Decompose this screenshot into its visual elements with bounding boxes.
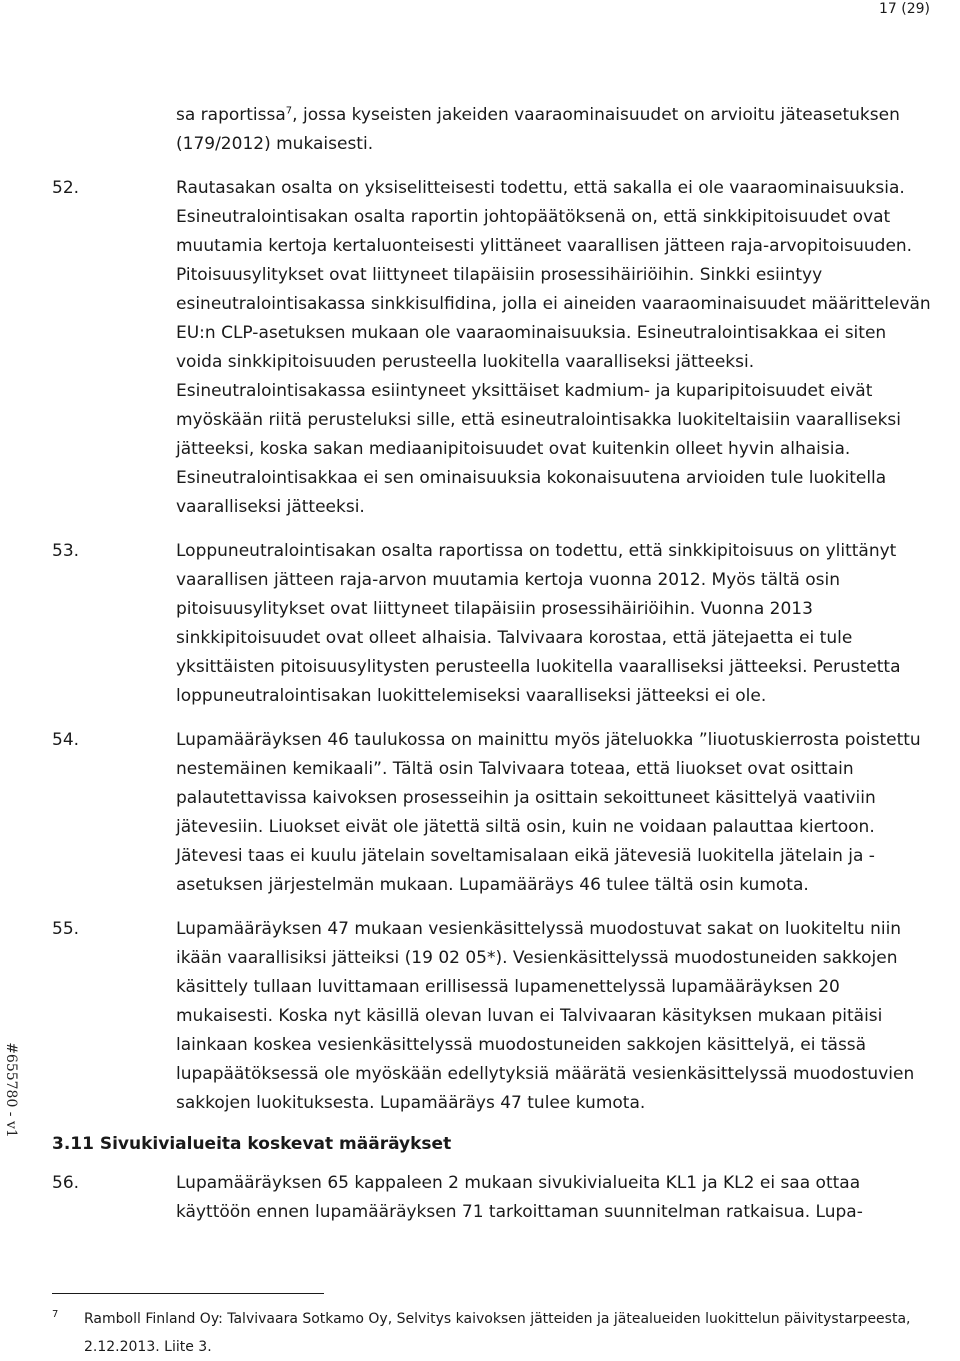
document-id-margin: [0, 1040, 22, 1140]
paragraph-number: 52.: [52, 178, 80, 198]
paragraph-54: [52, 726, 932, 900]
footnote-mark: 7: [52, 1309, 59, 1320]
paragraph-55: [52, 915, 932, 1118]
paragraph-53: [52, 537, 932, 711]
paragraph-text: Lupamääräyksen 46 taulukossa on mainittu myös jäteluokka ”liuotuskierrosta poistettu nestemäinen kemikaali”. Tältä osin Talvivaara toteaa, että liuokset ovat osittain palautettavissa kaivoksen prosesseihin ja osittain sekoittuneet käsittelyä vaativiin jätevesiin. Liuokset eivät ole jätettä siltä osin, kuin ne voidaan palauttaa kiertoon. Jätevesi taas ei kuulu jätelain soveltamisalaan eikä jätevesiä luokitella jätelain ja -asetuksen järjestelmän mukaan. Lupamääräys 46 tulee tältä osin kumota.: [176, 730, 921, 895]
paragraph-56: [52, 1169, 932, 1227]
paragraph-number: 56.: [52, 1173, 80, 1193]
continued-paragraph: [52, 101, 932, 159]
continued-text-start: sa raportissa: [176, 105, 286, 125]
footnote-text: Ramboll Finland Oy: Talvivaara Sotkamo Oy, Selvitys kaivoksen jätteiden ja jätealueiden luokittelun päivitystarpeesta, 2.12.2013. Liite 3.: [84, 1311, 911, 1355]
paragraph-text: Lupamääräyksen 65 kappaleen 2 mukaan sivukivialueita KL1 ja KL2 ei saa ottaa käyttöön ennen lupamääräyksen 71 tarkoittaman suunnitelman ratkaisua. Lupa-: [176, 1173, 863, 1222]
page-number: 17 (29): [878, 1, 930, 17]
paragraph-number: 55.: [52, 919, 80, 939]
footnote-reference: 7: [285, 105, 293, 117]
document-body: [52, 101, 932, 1227]
continued-text-end: , jossa kyseisten jakeiden vaaraominaisuudet on arvioitu jäteasetuksen (179/2012) mukaisesti.: [176, 105, 900, 154]
paragraph-text: Loppuneutralointisakan osalta raportissa on todettu, että sinkkipitoisuus on ylittänyt vaarallisen jätteen raja-arvon muutamia kertoja vuonna 2012. Myös tältä osin pitoisuusylitykset ovat liittyneet tilapäisiin prosessihäiriöihin. Vuonna 2013 sinkkipitoisuudet ovat olleet alhaisia. Talvivaara korostaa, että jätejaetta ei tule yksittäisten pitoisuusylitysten perusteella luokitella vaaralliseksi jätteeksi. Perustetta loppuneutralointisakan luokittelemiseksi vaaralliseksi jätteeksi ei ole.: [176, 541, 901, 706]
footnote: [52, 1305, 932, 1361]
document-id-label: #655780 - v1: [3, 1042, 19, 1138]
paragraph-number: 54.: [52, 730, 80, 750]
section-heading: 3.11 Sivukivialueita koskevat määräykset: [52, 1134, 452, 1154]
paragraph-text: Rautasakan osalta on yksiselitteisesti todettu, että sakalla ei ole vaaraominaisuuksia. Esineutralointisakan osalta raportin johtopäätöksenä on, että sinkkipitoisuudet ovat muutamia kertoja kertaluonteisesti ylittäneet vaarallisen jätteen raja-arvopitoisuuden. Pitoisuusylitykset ovat liittyneet tilapäisiin prosessihäiriöihin. Sinkki esiintyy esineutralointisakassa sinkkisulfidina, jolla ei aineiden vaaraominaisuudet määrittelevän EU:n CLP-asetuksen mukaan ole vaaraominaisuuksia. Esineutralointisakkaa ei siten voida sinkkipitoisuuden perusteella luokitella vaaralliseksi jätteeksi. Esineutralointisakassa esiintyneet yksittäiset kadmium- ja kuparipitoisuudet eivät myöskään riitä perusteluksi sille, että esineutralointisakka luokiteltaisiin vaaralliseksi jätteeksi, koska sakan mediaanipitoisuudet ovat kuitenkin olleet hyvin alhaisia. Esineutralointisakkaa ei sen ominaisuuksia kokonaisuutena arvioiden tule luokitella vaaralliseksi jätteeksi.: [176, 178, 931, 517]
paragraph-text: Lupamääräyksen 47 mukaan vesienkäsittelyssä muodostuvat sakat on luokiteltu niin ikään vaarallisiksi jätteiksi (19 02 05*). Vesienkäsittelyssä muodostuneiden sakkojen käsittely tullaan luvittamaan erillisessä lupamenettelyssä lupamääräyksen 20 mukaisesti. Koska nyt käsillä olevan luvan ei Talvivaaran käsityksen mukaan pitäisi lainkaan koskea vesienkäsittelyssä muodostuneiden sakkojen käsittelyä, ei tässä lupapäätöksessä ole myöskään edellytyksiä määrätä vesienkäsittelyssä muodostuvien sakkojen luokituksesta. Lupamääräys 47 tulee kumota.: [176, 919, 915, 1113]
paragraph-number: 53.: [52, 541, 80, 561]
paragraph-52: [52, 174, 932, 522]
footnote-separator: [52, 1293, 324, 1294]
